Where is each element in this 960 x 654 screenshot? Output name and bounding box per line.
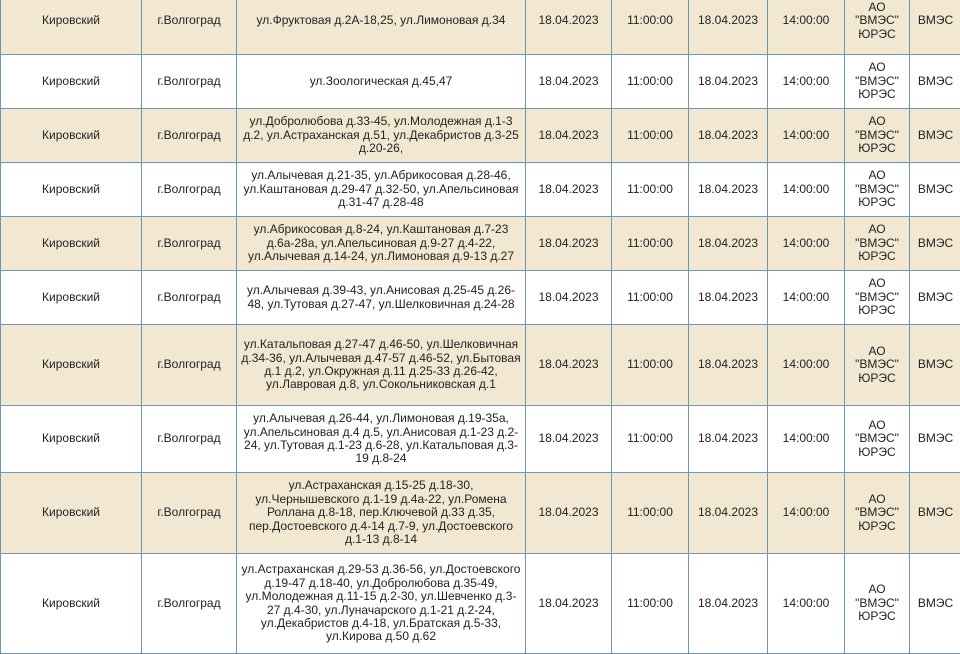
end-time-cell: 14:00:00 — [768, 473, 845, 554]
city-cell: г.Волгоград — [142, 271, 237, 325]
start-date-cell: 18.04.2023 — [526, 217, 612, 271]
end-date-cell: 18.04.2023 — [689, 406, 768, 473]
start-date-cell: 18.04.2023 — [526, 0, 612, 55]
city-cell: г.Волгоград — [142, 109, 237, 163]
district-cell: Кировский — [1, 406, 142, 473]
end-date-cell: 18.04.2023 — [689, 473, 768, 554]
organization-cell: АО "ВМЭС" ЮРЭС — [845, 325, 910, 406]
end-time-cell: 14:00:00 — [768, 163, 845, 217]
table-row — [1, 217, 960, 271]
start-time-cell: 11:00:00 — [612, 271, 689, 325]
table-row — [1, 109, 960, 163]
table-row — [1, 325, 960, 406]
start-time-cell: 11:00:00 — [612, 109, 689, 163]
city-cell: г.Волгоград — [142, 325, 237, 406]
end-time-cell: 14:00:00 — [768, 109, 845, 163]
address-cell: ул.Катальповая д.27-47 д.46-50, ул.Шелковичная д.34-36, ул.Алычевая д.47-57 д.46-52, ул.Бытовая д.1 д.2, ул.Окружная д.11 д.25-33 д.26-42, ул.Лавровая д.8, ул.Сокольниковская д.1 — [237, 325, 526, 406]
city-cell: г.Волгоград — [142, 55, 237, 109]
start-date-cell: 18.04.2023 — [526, 325, 612, 406]
city-cell: г.Волгоград — [142, 406, 237, 473]
network-cell: ВМЭС — [910, 325, 960, 406]
start-time-cell: 11:00:00 — [612, 473, 689, 554]
district-cell: Кировский — [1, 217, 142, 271]
start-date-cell: 18.04.2023 — [526, 406, 612, 473]
end-date-cell: 18.04.2023 — [689, 271, 768, 325]
start-time-cell: 11:00:00 — [612, 554, 689, 654]
start-date-cell: 18.04.2023 — [526, 271, 612, 325]
end-date-cell: 18.04.2023 — [689, 163, 768, 217]
end-time-cell: 14:00:00 — [768, 217, 845, 271]
end-time-cell: 14:00:00 — [768, 325, 845, 406]
address-cell: ул.Алычевая д.39-43, ул.Анисовая д.25-45 д.26-48, ул.Тутовая д.27-47, ул.Шелковичная д.24-28 — [237, 271, 526, 325]
district-cell: Кировский — [1, 271, 142, 325]
start-time-cell: 11:00:00 — [612, 163, 689, 217]
district-cell: Кировский — [1, 473, 142, 554]
table-row — [1, 473, 960, 554]
end-date-cell: 18.04.2023 — [689, 554, 768, 654]
end-time-cell: 14:00:00 — [768, 55, 845, 109]
start-date-cell: 18.04.2023 — [526, 55, 612, 109]
network-cell: ВМЭС — [910, 217, 960, 271]
network-cell: ВМЭС — [910, 109, 960, 163]
organization-cell: АО "ВМЭС" ЮРЭС — [845, 217, 910, 271]
end-time-cell: 14:00:00 — [768, 406, 845, 473]
table-row — [1, 0, 960, 55]
address-cell: ул.Зоологическая д.45,47 — [237, 55, 526, 109]
start-time-cell: 11:00:00 — [612, 217, 689, 271]
district-cell: Кировский — [1, 109, 142, 163]
start-date-cell: 18.04.2023 — [526, 109, 612, 163]
end-time-cell: 14:00:00 — [768, 0, 845, 55]
table-row — [1, 271, 960, 325]
address-cell: ул.Добролюбова д.33-45, ул.Молодежная д.1-3 д.2, ул.Астраханская д.51, ул.Декабристов д.3-25 д.20-26, — [237, 109, 526, 163]
organization-cell: АО "ВМЭС" ЮРЭС — [845, 109, 910, 163]
network-cell: ВМЭС — [910, 271, 960, 325]
start-time-cell: 11:00:00 — [612, 0, 689, 55]
start-time-cell: 11:00:00 — [612, 325, 689, 406]
network-cell: ВМЭС — [910, 55, 960, 109]
district-cell: Кировский — [1, 554, 142, 654]
table-row — [1, 163, 960, 217]
address-cell: ул.Астраханская д.29-53 д.36-56, ул.Достоевского д.19-47 д.18-40, ул.Добролюбова д.35-49, ул.Молодежная д.11-15 д.2-30, ул.Шевченко д.3-27 д.4-30, ул.Луначарского д.1-21 д.2-24, ул.Декабристов д.4-18, ул.Братская д.5-33, ул.Кирова д.50 д.62 — [237, 554, 526, 654]
district-cell: Кировский — [1, 55, 142, 109]
end-time-cell: 14:00:00 — [768, 271, 845, 325]
address-cell: ул.Фруктовая д.2А-18,25, ул.Лимоновая д.34 — [237, 0, 526, 55]
start-date-cell: 18.04.2023 — [526, 163, 612, 217]
district-cell: Кировский — [1, 163, 142, 217]
city-cell: г.Волгоград — [142, 0, 237, 55]
organization-cell: АО "ВМЭС" ЮРЭС — [845, 55, 910, 109]
city-cell: г.Волгоград — [142, 473, 237, 554]
organization-cell: АО "ВМЭС" ЮРЭС — [845, 554, 910, 654]
address-cell: ул.Алычевая д.21-35, ул.Абрикосовая д.28-46, ул.Каштановая д.29-47 д.32-50, ул.Апельсиновая д.31-47 д.28-48 — [237, 163, 526, 217]
city-cell: г.Волгоград — [142, 554, 237, 654]
start-date-cell: 18.04.2023 — [526, 473, 612, 554]
address-cell: ул.Абрикосовая д.8-24, ул.Каштановая д.7-23 д.6а-28а, ул.Апельсиновая д.9-27 д.4-22, ул.Алычевая д.14-24, ул.Лимоновая д.9-13 д.27 — [237, 217, 526, 271]
district-cell: Кировский — [1, 325, 142, 406]
end-date-cell: 18.04.2023 — [689, 0, 768, 55]
network-cell: ВМЭС — [910, 163, 960, 217]
network-cell: ВМЭС — [910, 0, 960, 55]
end-time-cell: 14:00:00 — [768, 554, 845, 654]
address-cell: ул.Астраханская д.15-25 д.18-30, ул.Чернышевского д.1-19 д.4а-22, ул.Ромена Роллана д.8-18, пер.Ключевой д.33 д.35, пер.Достоевского д.4-14 д.7-9, ул.Достоевского д.1-13 д.8-14 — [237, 473, 526, 554]
city-cell: г.Волгоград — [142, 217, 237, 271]
district-cell: Кировский — [1, 0, 142, 55]
start-time-cell: 11:00:00 — [612, 55, 689, 109]
start-date-cell: 18.04.2023 — [526, 554, 612, 654]
end-date-cell: 18.04.2023 — [689, 325, 768, 406]
organization-cell: АО "ВМЭС" ЮРЭС — [845, 271, 910, 325]
address-cell: ул.Алычевая д.26-44, ул.Лимоновая д.19-35а, ул.Апельсиновая д.4 д.5, ул.Анисовая д.1-23 д.2-24, ул.Тутовая д.1-23 д.6-28, ул.Катальповая д.3-19 д.8-24 — [237, 406, 526, 473]
table-row — [1, 406, 960, 473]
table-row — [1, 55, 960, 109]
organization-cell: АО "ВМЭС" ЮРЭС — [845, 163, 910, 217]
network-cell: ВМЭС — [910, 473, 960, 554]
network-cell: ВМЭС — [910, 406, 960, 473]
end-date-cell: 18.04.2023 — [689, 217, 768, 271]
organization-cell: АО "ВМЭС" ЮРЭС — [845, 473, 910, 554]
city-cell: г.Волгоград — [142, 163, 237, 217]
network-cell: ВМЭС — [910, 554, 960, 654]
end-date-cell: 18.04.2023 — [689, 55, 768, 109]
organization-cell: АО "ВМЭС" ЮРЭС — [845, 0, 910, 55]
organization-cell: АО "ВМЭС" ЮРЭС — [845, 406, 910, 473]
start-time-cell: 11:00:00 — [612, 406, 689, 473]
end-date-cell: 18.04.2023 — [689, 109, 768, 163]
